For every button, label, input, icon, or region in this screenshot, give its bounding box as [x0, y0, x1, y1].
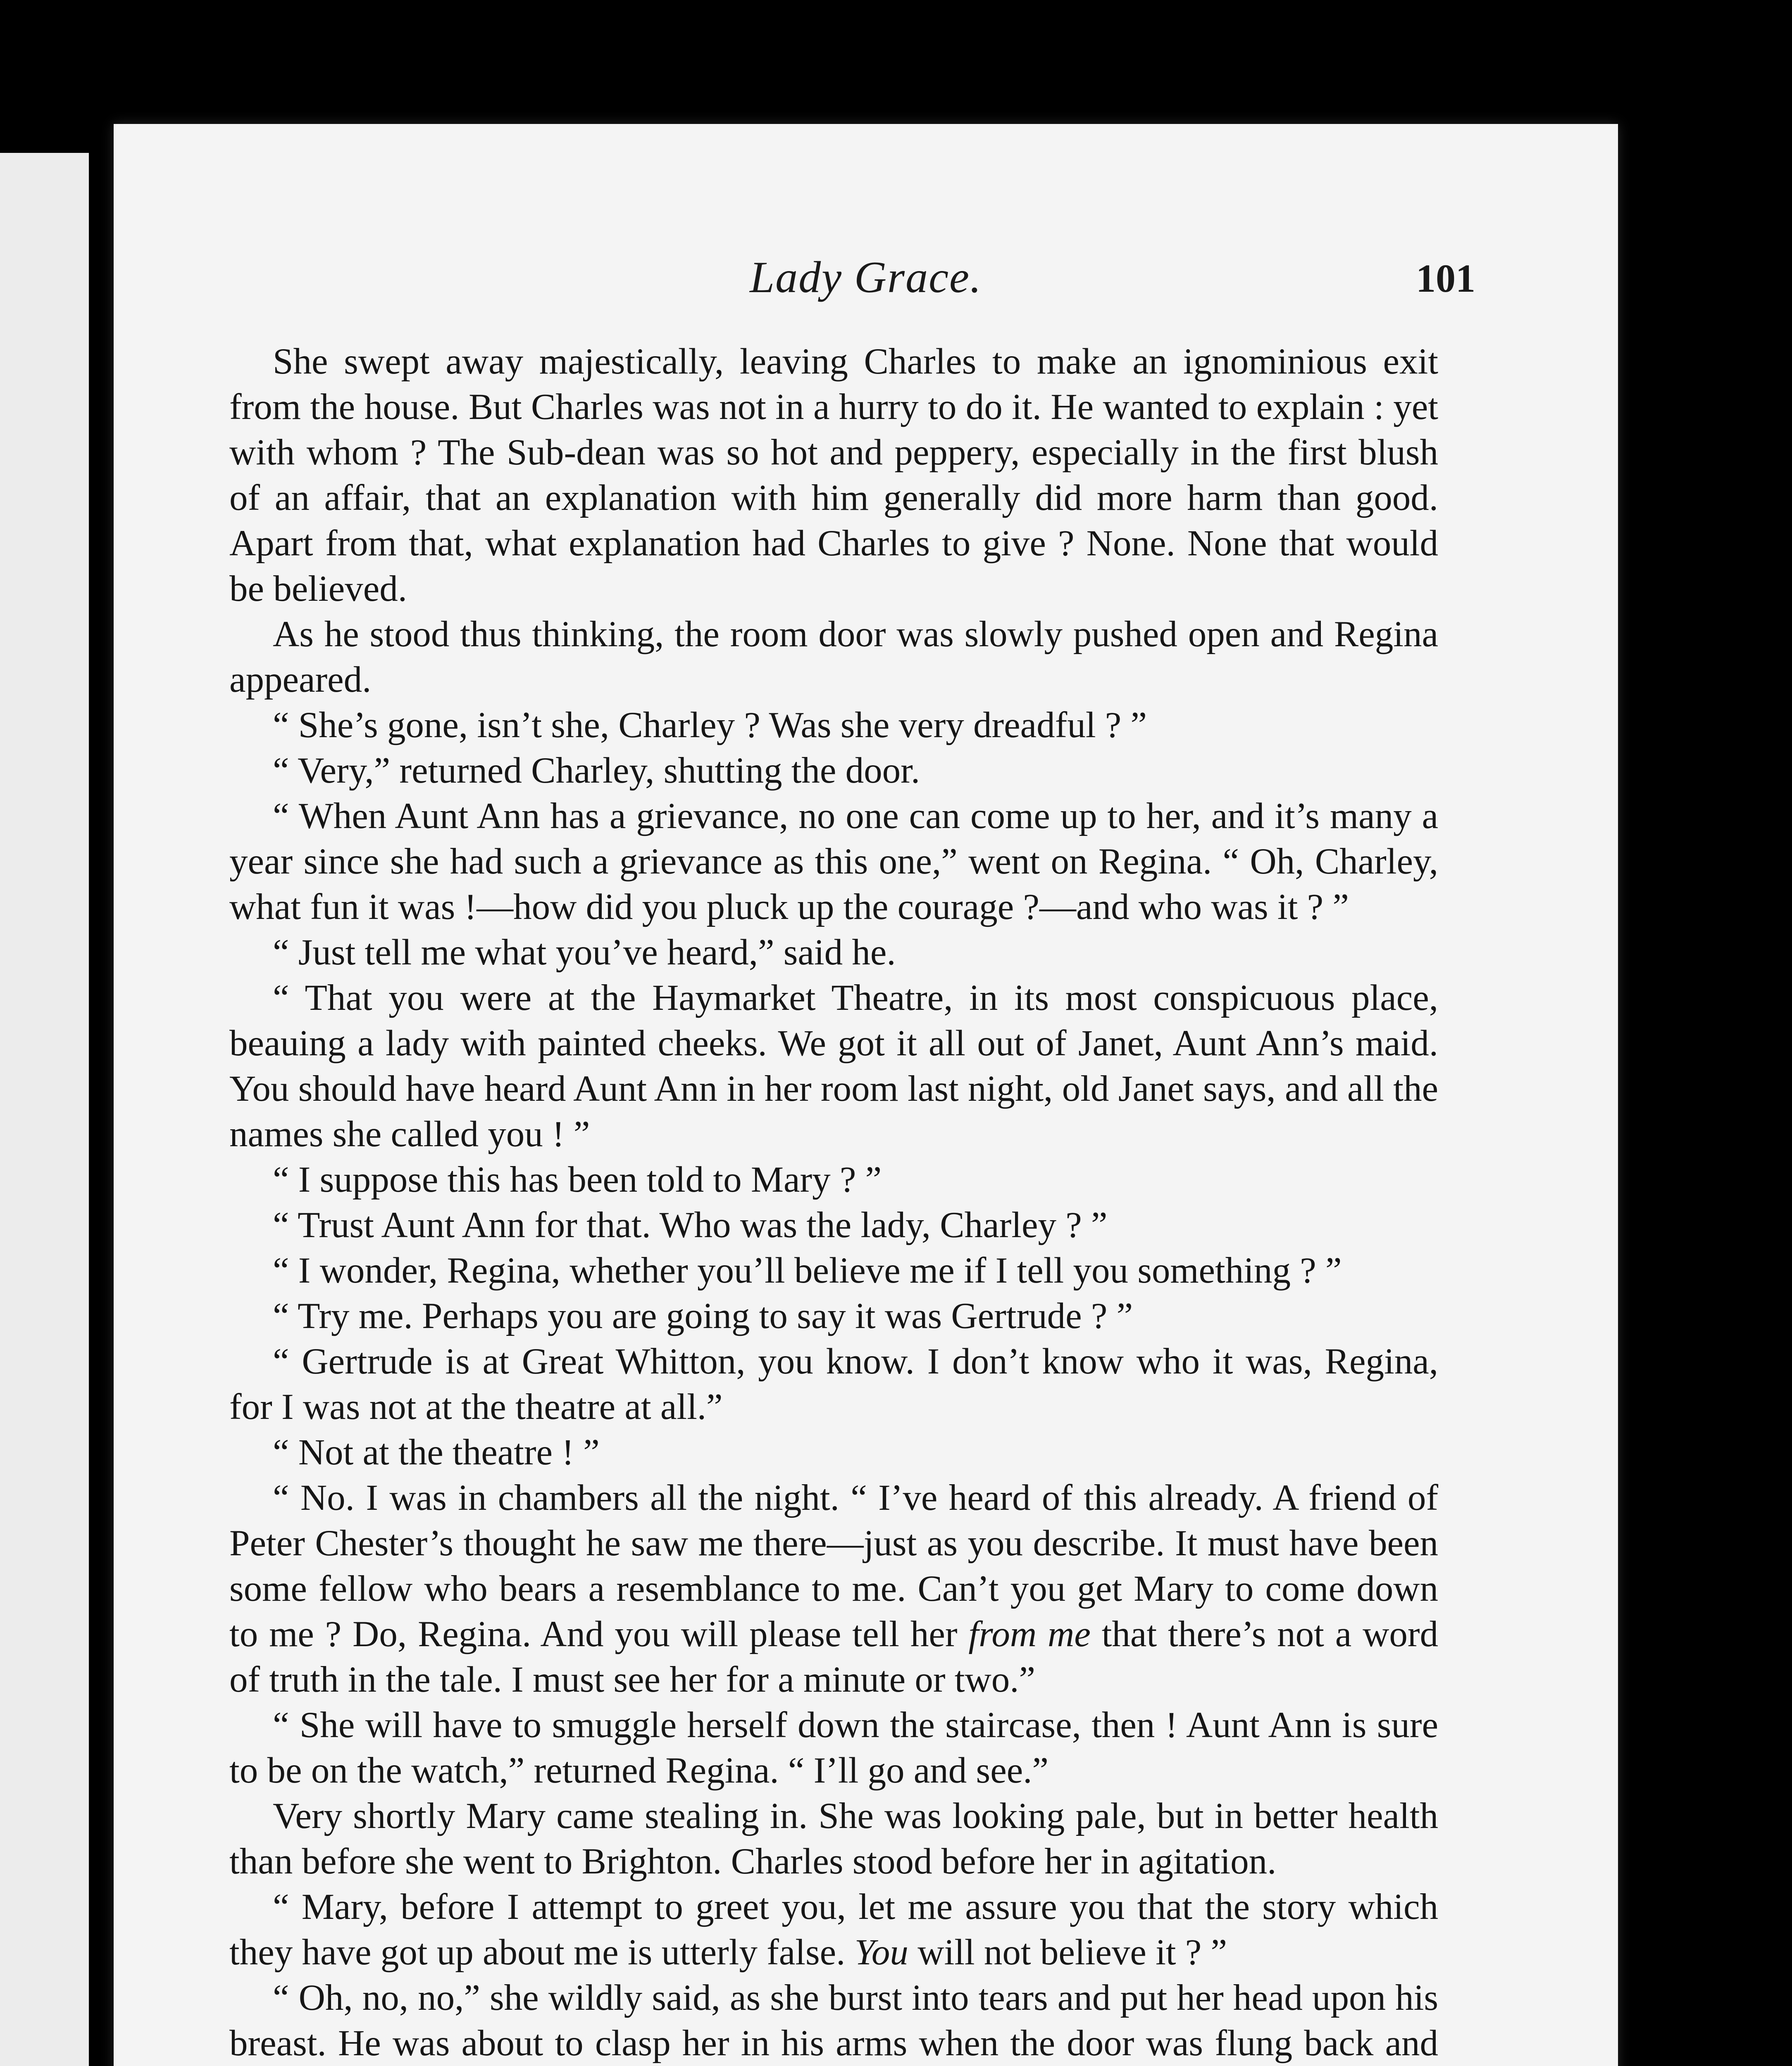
paragraph: “ Mary, before I attempt to greet you, let me assure you that the story which they have got up about me is utterly false. You will not believe it ? ” [229, 1887, 1438, 1973]
paragraph: “ Oh, no, no,” she wildly said, as she burst into tears and put her head upon his breast. He was about to clasp her in his arms when the door was flung back and [229, 1978, 1438, 2064]
paragraph: “ When Aunt Ann has a grievance, no one can come up to her, and it’s many a year since she had such a grievance as this one,” went on Regina. “ Oh, Charley, what fun it was !—how did you pluck up the courage ?—and who was it ? ” [229, 796, 1438, 927]
paragraph: “ She’s gone, isn’t she, Charley ? Was she very dreadful ? ” [273, 705, 1147, 745]
running-title: Lady Grace. [750, 253, 982, 302]
paragraph: “ Just tell me what you’ve heard,” said he. [273, 932, 896, 973]
italic-phrase: from me [968, 1614, 1091, 1654]
page-header [114, 252, 1618, 310]
page-number: 101 [1416, 256, 1475, 300]
paragraph: “ Not at the theatre ! ” [273, 1432, 600, 1473]
paragraph: “ I wonder, Regina, whether you’ll believe me if I tell you something ? ” [273, 1250, 1342, 1291]
paragraph: “ No. I was in chambers all the night. “ I’ve heard of this already. A friend of Peter Chester’s thought he saw me there—just as you describe. It must have been some fellow who bears a resemblance to me. Can’t you get Mary to come down to me ? Do, Regina. And you will please tell her from me that there’s not a word of truth in the tale. I must see her for a minute or two.” [229, 1478, 1438, 1700]
adjacent-page-edge [0, 153, 89, 2066]
paragraph: She swept away majestically, leaving Charles to make an ignominious exit from the house. But Charles was not in a hurry to do it. He wanted to explain : yet with whom ? The Sub-dean was so hot and peppery, especially in the first blush of an affair, that an explanation with him generally did more harm than good. Apart from that, what explanation had Charles to give ? None. None that would be believed. [229, 341, 1438, 609]
paragraph: As he stood thus thinking, the room door was slowly pushed open and Regina appeared. [229, 614, 1438, 700]
paragraph: “ She will have to smuggle herself down the staircase, then ! Aunt Ann is sure to be on the watch,” returned Regina. “ I’ll go and see.” [229, 1705, 1438, 1791]
paragraph: “ Very,” returned Charley, shutting the door. [273, 750, 920, 791]
paragraph: “ That you were at the Haymarket Theatre, in its most conspicuous place, beauing a lady with painted cheeks. We got it all out of Janet, Aunt Ann’s maid. You should have heard Aunt Ann in her room last night, old Janet says, and all the names she called you ! ” [229, 978, 1438, 1154]
book-page [114, 124, 1618, 2066]
italic-phrase: You [854, 1932, 908, 1973]
paragraph: “ Gertrude is at Great Whitton, you know. I don’t know who it was, Regina, for I was not at the theatre at all.” [229, 1341, 1438, 1427]
paragraph: “ I suppose this has been told to Mary ? ” [273, 1159, 882, 1200]
body-text [229, 339, 1438, 2066]
paragraph: Very shortly Mary came stealing in. She was looking pale, but in better health than before she went to Brighton. Charles stood before her in agitation. [229, 1796, 1438, 1882]
paragraph: “ Trust Aunt Ann for that. Who was the lady, Charley ? ” [273, 1205, 1108, 1245]
paragraph: “ Try me. Perhaps you are going to say it was Gertrude ? ” [273, 1296, 1133, 1336]
